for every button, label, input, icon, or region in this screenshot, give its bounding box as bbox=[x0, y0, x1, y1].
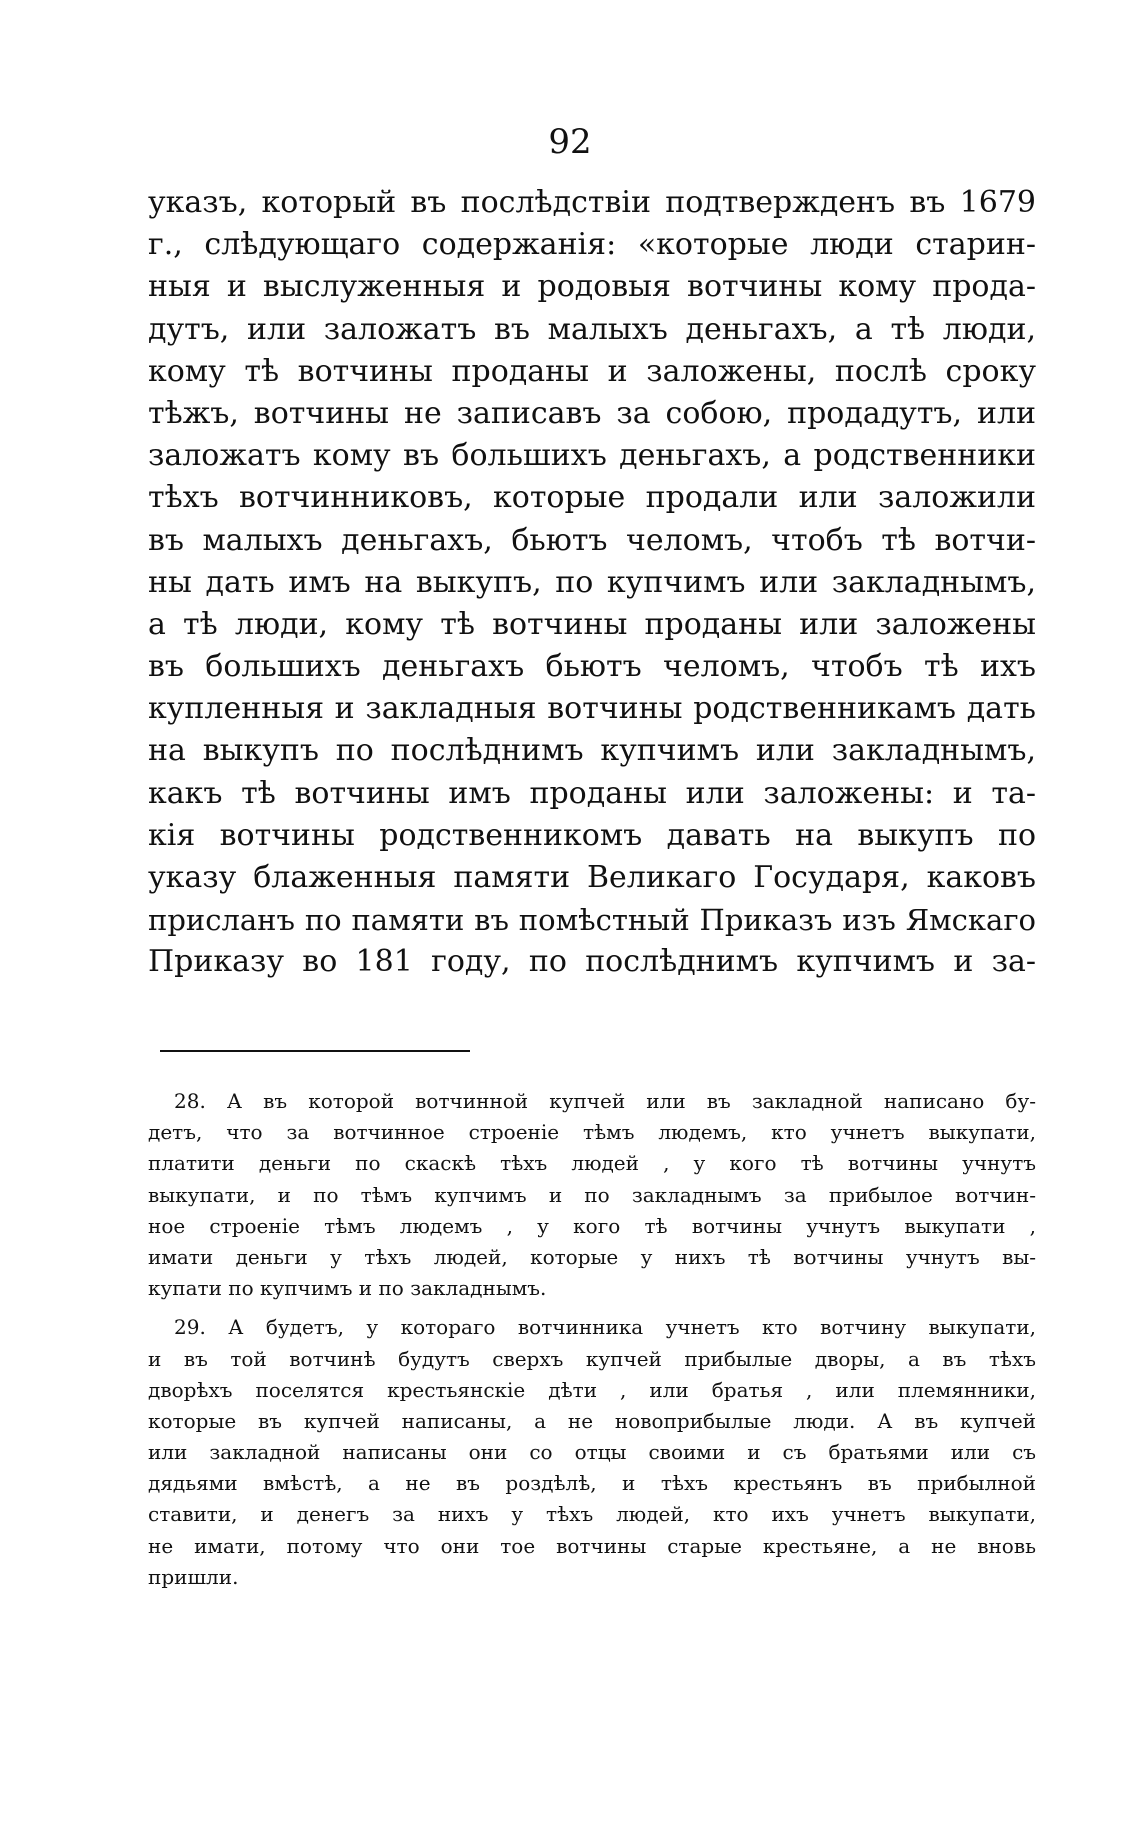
page-number: 92 bbox=[548, 122, 592, 162]
main-text-line: въ малыхъ деньгахъ, бьютъ челомъ, чтобъ тѣ вотчи- bbox=[148, 522, 1036, 558]
footnote-gap bbox=[148, 1304, 1036, 1312]
footnote-line: выкупати, и по тѣмъ купчимъ и по закладнымъ за прибылое вотчин- bbox=[148, 1182, 1036, 1207]
main-text-line: заложатъ кому въ большихъ деньгахъ, а родственники bbox=[148, 438, 1036, 474]
footnote-line: ное строеніе тѣмъ людемъ , у кого тѣ вотчины учнутъ выкупати , bbox=[148, 1213, 1036, 1238]
main-text-line: указу блаженныя памяти Великаго Государя, каковъ bbox=[148, 860, 1036, 895]
footnote-29 bbox=[148, 1312, 1036, 1593]
main-text-line: кія вотчины родственникомъ давать на выкупъ по bbox=[148, 817, 1036, 853]
footnote-line: ставити, и денегъ за нихъ у тѣхъ людей, кто ихъ учнетъ выкупати, bbox=[148, 1502, 1036, 1527]
footnote-line: не имати, потому что они тое вотчины старые крестьяне, а не вновь bbox=[148, 1533, 1036, 1558]
footnote-28 bbox=[148, 1086, 1036, 1304]
main-text-line: какъ тѣ вотчины имъ проданы или заложены: и та- bbox=[148, 775, 1036, 811]
main-text-line: на выкупъ по послѣднимъ купчимъ или закладнымъ, bbox=[148, 733, 1036, 769]
main-text-line: тѣхъ вотчинниковъ, которые продали или заложили bbox=[148, 480, 1036, 516]
main-text-line: ныя и выслуженныя и родовыя вотчины кому прода- bbox=[148, 269, 1036, 305]
main-text-line: дутъ, или заложатъ въ малыхъ деньгахъ, а тѣ люди, bbox=[148, 311, 1036, 347]
main-text-block bbox=[148, 182, 1036, 984]
footnote-line: или закладной написаны они со отцы своими и съ братьями или съ bbox=[148, 1440, 1036, 1465]
footnote-line: дядьями вмѣстѣ, а не въ роздѣлѣ, и тѣхъ крестьянъ въ прибылной bbox=[148, 1471, 1036, 1496]
main-text-line: присланъ по памяти въ помѣстный Приказъ изъ Ямскаго bbox=[148, 903, 1036, 938]
footnote-line: платити деньги по скаскѣ тѣхъ людей , у кого тѣ вотчины учнутъ bbox=[148, 1151, 1036, 1176]
footnote-line: и въ той вотчинѣ будутъ сверхъ купчей прибылые дворы, а въ тѣхъ bbox=[148, 1346, 1036, 1371]
footnote-line: дворѣхъ поселятся крестьянскіе дѣти , или братья , или племянники, bbox=[148, 1377, 1036, 1402]
main-text-line: тѣжъ, вотчины не записавъ за собою, продадутъ, или bbox=[148, 395, 1036, 431]
main-text-line: Приказу во 181 году, по послѣднимъ купчимъ и за- bbox=[148, 944, 1036, 980]
footnote-line: пришли. bbox=[148, 1564, 239, 1589]
footnote-line: имати деньги у тѣхъ людей, которые у нихъ тѣ вотчины учнутъ вы- bbox=[148, 1244, 1036, 1269]
footnote-line: купати по купчимъ и по закладнымъ. bbox=[148, 1276, 547, 1301]
main-text-line: кому тѣ вотчины проданы и заложены, послѣ сроку bbox=[148, 353, 1036, 389]
main-text-line: купленныя и закладныя вотчины родственникамъ дать bbox=[148, 691, 1036, 727]
main-text-line: г., слѣдующаго содержанія: «которые люди старин- bbox=[148, 227, 1036, 263]
footnote-divider bbox=[160, 1050, 470, 1052]
footnote-line: 28. А въ которой вотчинной купчей или въ закладной написано бу- bbox=[174, 1089, 1036, 1113]
footnote-line: которые въ купчей написаны, а не новоприбылые люди. А въ купчей bbox=[148, 1408, 1036, 1433]
footnotes-block bbox=[148, 1086, 1036, 1593]
main-text-line: ны дать имъ на выкупъ, по купчимъ или закладнымъ, bbox=[148, 564, 1036, 600]
main-text-line: а тѣ люди, кому тѣ вотчины проданы или заложены bbox=[148, 606, 1036, 642]
main-text-line: указъ, который въ послѣдствіи подтвержденъ въ 1679 bbox=[148, 185, 1036, 220]
main-text-line: въ большихъ деньгахъ бьютъ челомъ, чтобъ тѣ ихъ bbox=[148, 649, 1036, 685]
footnote-line: 29. А будетъ, у котораго вотчинника учнетъ кто вотчину выкупати, bbox=[174, 1315, 1036, 1340]
footnote-line: детъ, что за вотчинное строеніе тѣмъ людемъ, кто учнетъ выкупати, bbox=[148, 1120, 1036, 1145]
